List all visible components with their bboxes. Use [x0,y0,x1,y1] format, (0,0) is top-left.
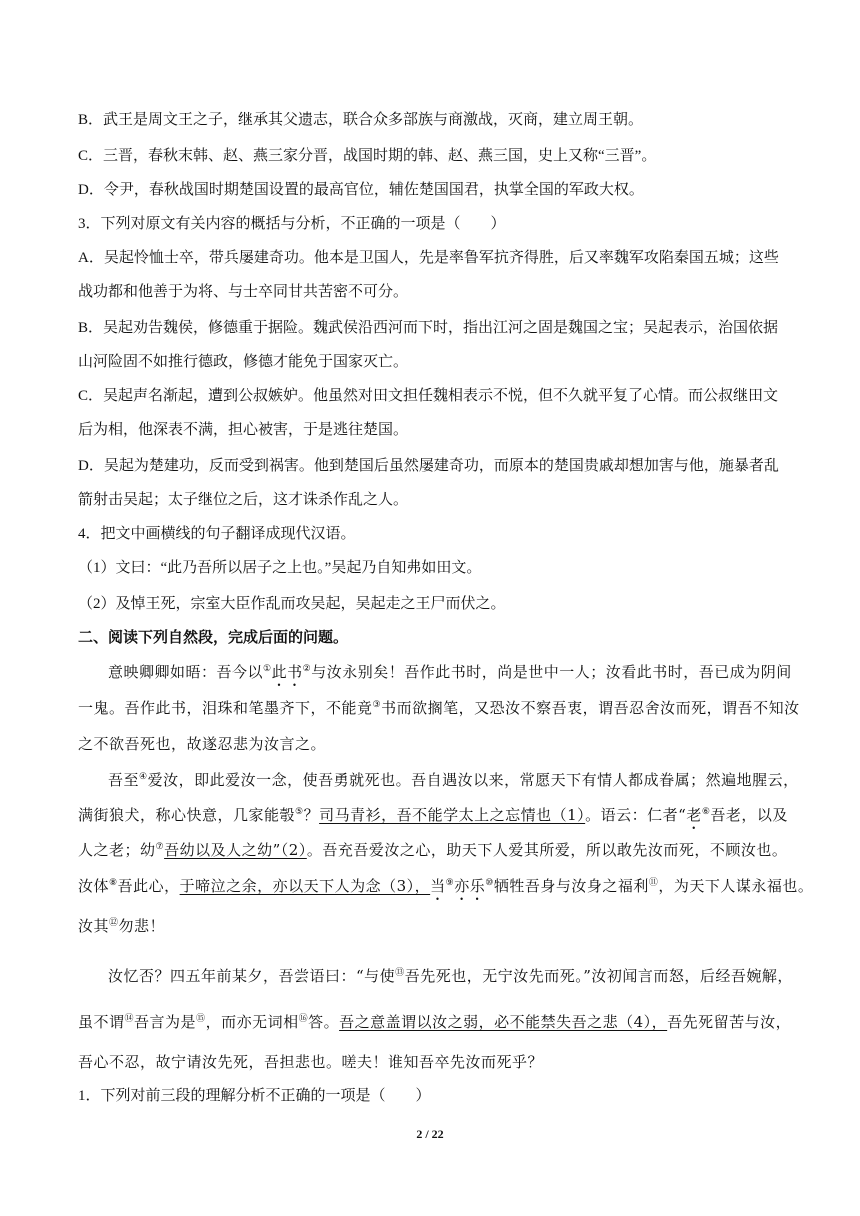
section-2-heading: 二、阅读下列自然段，完成后面的问题。 [78,630,349,646]
option-b-text: B．武王是周文王之子，继承其父遗志，联合众多部族与商激战，灭商，建立周王朝。 [78,112,644,128]
q3-option-c-line1: C．吴起声名渐起，遭到公叔嫉妒。他虽然对田文担任魏相表示不悦，但不久就平复了心情。而公叔继田文 [78,388,779,404]
page-number: 2 / 22 [416,1127,444,1141]
q4-item-2: （2）及悼王死，宗室大臣作乱而攻吴起，吴起走之王尸而伏之。 [78,596,506,612]
q3-option-b-line1: B．吴起劝告魏侯，修德重于据险。魏武侯沿西河而下时，指出江河之固是魏国之宝；吴起表示，治国依据 [78,320,779,336]
q3-option-d-line2: 箭射击吴起；太子继位之后，这才诛杀作乱之人。 [78,492,409,508]
underlined-sentence-2: 吾幼以及人之幼”（2） [164,841,307,859]
question-1: 1．下列对前三段的理解分析不正确的一项是（ ） [78,1088,431,1104]
q3-option-a-line1: A．吴起怜恤士卒，带兵屡建奇功。他本是卫国人，先是率鲁军抗齐得胜，后又率魏军攻陷秦国五城；这些 [78,250,779,266]
q3-option-c-line2: 后为相，他深表不满，担心被害，于是逃往楚国。 [78,422,409,438]
q4-item-1: （1）文曰：“此乃吾所以居子之上也。”吴起乃自知弗如田文。 [78,560,482,576]
p3-line1: 汝忆否？四五年前某夕，吾尝语曰：“与使⑬吾先死也，无宁汝先而死。”汝初闻言而怒，后经吾婉解， [108,967,793,985]
p2-line3: 人之老；幼⑦吾幼以及人之幼”（2）。吾充吾爱汝之心，助天下人爱其所爱，所以敢先汝而死，不顾汝也。 [78,841,788,859]
p1-line3: 之不欲吾死也，故遂忍悲为汝言之。 [78,735,327,753]
q3-option-b-line2: 山河险固不如推行德政，修德才能免于国家灭亡。 [78,354,409,370]
p2-line2: 满街狼犬，称心快意，几家能彀⑤？司马青衫，吾不能学太上之忘情也（1）。语云：仁者“老⑥吾老，以及 [78,806,788,824]
option-d-text: D．令尹，春秋战国时期楚国设置的最高官位，辅佐楚国国君，执掌全国的军政大权。 [78,182,644,198]
question-4: 4．把文中画横线的句子翻译成现代汉语。 [78,526,356,542]
underlined-sentence-3: 于啼泣之余，亦以天下人为念（3）， [179,877,431,895]
q3-option-d-line1: D．吴起为楚建功，反而受到祸害。他到楚国后虽然屡建奇功，而原本的楚国贵戚却想加害与他，施暴者乱 [78,458,779,474]
p2-line5: 汝其⑫勿悲！ [78,917,166,935]
underlined-sentence-1: 司马青衫，吾不能学太上之忘情也（1） [319,806,586,824]
p2-line1: 吾至④爱汝，即此爱汝一念，使吾勇就死也。吾自遇汝以来，常愿天下有情人都成眷属；然遍地腥云， [108,771,799,789]
p1-line2: 一鬼。吾作此书，泪珠和笔墨齐下，不能竟③书而欲搁笔，又恐汝不察吾衷，谓吾忍舍汝而死，谓吾不知汝 [78,699,800,717]
q3-option-a-line2: 战功都和他善于为将、与士卒同甘共苦密不可分。 [78,284,409,300]
p3-line2: 虽不谓⑭吾言为是⑮，而亦无词相⑯答。吾之意盖谓以汝之弱，必不能禁失吾之悲（4），吾先死留苦与汝， [78,1013,792,1031]
option-c-text: C．三晋，春秋末韩、赵、燕三家分晋，战国时期的韩、赵、燕三国，史上又称“三晋”。 [78,148,657,164]
p3-line3: 吾心不忍，故宁请汝先死，吾担悲也。嗟夫！谁知吾卒先汝而死乎？ [78,1053,544,1071]
underlined-sentence-4: 吾之意盖谓以汝之弱，必不能禁失吾之悲（4）， [339,1013,668,1031]
p2-line4: 汝体⑧吾此心，于啼泣之余，亦以天下人为念（3），当⑨亦乐⑩牺牲吾身与汝身之福利⑪，为天下人谋永福也。 [78,877,814,895]
p1-line1: 意映卿卿如晤：吾今以①此书②与汝永别矣！吾作此书时，尚是世中一人；汝看此书时，吾已成为阴间 [108,663,792,681]
question-3: 3．下列对原文有关内容的概括与分析，不正确的一项是（ ） [78,216,506,232]
